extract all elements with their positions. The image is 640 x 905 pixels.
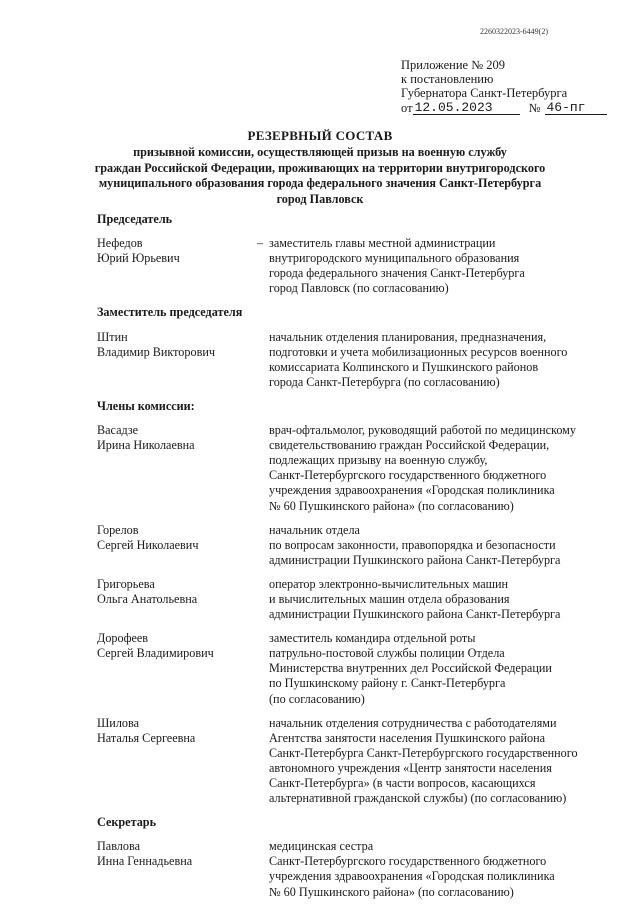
member-dash xyxy=(257,423,269,514)
member-role-line: учреждения здравоохранения «Городская поликлиника xyxy=(269,869,555,884)
section-header: Председатель xyxy=(97,212,173,226)
member-role-line: врач-офтальмолог, руководящий работой по медицинскому xyxy=(269,423,576,438)
member-row xyxy=(97,577,617,622)
member-name xyxy=(97,236,257,296)
member-role-line: медицинская сестра xyxy=(269,839,374,854)
member-role-line: оператор электронно-вычислительных машин xyxy=(269,576,509,591)
member-role-line: № 60 Пушкинского района» (по согласованию) xyxy=(269,498,514,513)
member-name-line: Сергей Владимирович xyxy=(97,646,214,661)
member-role-line: начальник отдела xyxy=(269,522,360,537)
member-row xyxy=(97,236,617,296)
date-prefix: от xyxy=(401,100,413,115)
section-members xyxy=(97,399,617,806)
member-role-line: заместитель главы местной администрации xyxy=(269,236,496,251)
member-role-line: внутригородского муниципального образования xyxy=(269,251,520,266)
member-dash xyxy=(257,577,269,622)
number-value: 46-пг xyxy=(545,102,607,115)
member-name-line: Дорофеев xyxy=(97,631,149,646)
member-name-line: Шилова xyxy=(97,715,139,730)
subtitle-line-4: город Павловск xyxy=(276,191,364,206)
subtitle-line-3: муниципального образования города федерального значения Санкт-Петербурга xyxy=(98,176,542,191)
member-role-line: патрульно-постовой службы полиции Отдела xyxy=(269,646,505,661)
member-dash xyxy=(257,839,269,899)
member-role-line: и вычислительных машин отдела образования xyxy=(269,591,510,606)
member-role xyxy=(269,839,609,899)
appendix-line-2: к постановлению xyxy=(401,72,494,87)
member-role xyxy=(269,330,609,390)
member-role-line: начальник отделения планирования, предназначения, xyxy=(269,329,547,344)
member-name xyxy=(97,577,257,622)
member-row xyxy=(97,523,617,568)
member-role-line: Санкт-Петербурга Санкт-Петербургского государственного xyxy=(269,745,578,760)
section-deputy xyxy=(97,305,617,389)
member-name xyxy=(97,631,257,706)
member-dash xyxy=(257,330,269,390)
member-role-line: № 60 Пушкинского района» (по согласованию) xyxy=(269,884,514,899)
page-title: РЕЗЕРВНЫЙ СОСТАВ xyxy=(247,128,393,143)
section-header: Секретарь xyxy=(97,815,157,830)
member-name-line: Васадзе xyxy=(97,423,139,438)
subtitle-line-1: призывной комиссии, осуществляющей призыв на военную службу xyxy=(133,145,507,159)
member-name-line: Ольга Анатольевна xyxy=(97,591,198,606)
appendix-line-3: Губернатора Санкт-Петербурга xyxy=(401,86,568,101)
member-dash xyxy=(257,523,269,568)
member-role xyxy=(269,577,609,622)
appendix-line-1: Приложение № 209 xyxy=(401,58,506,72)
member-role-line: комиссариата Колпинского и Пушкинского районов xyxy=(269,359,539,374)
member-role-line: учреждения здравоохранения «Городская поликлиника xyxy=(269,483,555,498)
member-role-line: автономного учреждения «Центр занятости населения xyxy=(269,760,552,775)
member-name xyxy=(97,330,257,390)
member-dash: – xyxy=(257,236,264,251)
date-value: 12.05.2023 xyxy=(413,102,520,115)
member-name xyxy=(97,423,257,514)
member-row xyxy=(97,716,617,807)
member-name xyxy=(97,523,257,568)
subtitle-line-2: граждан Российской Федерации, проживающих на территории внутригородского xyxy=(94,160,546,175)
member-name-line: Нефедов xyxy=(97,236,143,251)
member-name-line: Инна Геннадьевна xyxy=(97,854,193,869)
member-name-line: Григорьева xyxy=(97,576,155,591)
section-chair xyxy=(97,212,617,296)
member-role-line: администрации Пушкинского района Санкт-Петербурга xyxy=(269,552,561,567)
member-row xyxy=(97,423,617,514)
member-role-line: город Павловск (по согласованию) xyxy=(269,281,449,296)
member-role-line: подлежащих призыву на военную службу, xyxy=(269,453,488,468)
appendix-block xyxy=(401,58,607,115)
member-role xyxy=(269,523,609,568)
member-name-line: Юрий Юрьевич xyxy=(97,251,180,266)
member-name xyxy=(97,839,257,899)
commission-roster xyxy=(97,212,617,905)
member-role-line: (по согласованию) xyxy=(269,691,365,706)
member-row xyxy=(97,839,617,899)
member-role xyxy=(269,236,609,296)
title-block xyxy=(60,127,580,207)
member-role-line: Министерства внутренних дел Российской Федерации xyxy=(269,661,552,676)
member-name-line: Наталья Сергеевна xyxy=(97,730,196,745)
member-name-line: Ирина Николаевна xyxy=(97,438,195,453)
member-name xyxy=(97,716,257,807)
member-role-line: Санкт-Петербургского государственного бюджетного xyxy=(269,854,547,869)
member-name-line: Владимир Викторович xyxy=(97,344,215,359)
appendix-date-line xyxy=(401,101,607,115)
member-name-line: Штин xyxy=(97,329,128,344)
member-row xyxy=(97,330,617,390)
member-dash xyxy=(257,631,269,706)
member-role-line: подготовки и учета мобилизационных ресурсов военного xyxy=(269,344,568,359)
member-role-line: начальник отделения сотрудничества с работодателями xyxy=(269,715,557,730)
member-role-line: заместитель командира отдельной роты xyxy=(269,631,476,646)
member-role xyxy=(269,631,609,706)
member-role-line: Санкт-Петербурга» (в части вопросов, касающихся xyxy=(269,776,536,790)
member-role-line: города федерального значения Санкт-Петербурга xyxy=(269,266,525,281)
member-role-line: альтернативной гражданской службы) (по согласованию) xyxy=(269,791,567,806)
section-secretary xyxy=(97,815,617,899)
member-dash xyxy=(257,716,269,807)
member-role-line: по вопросам законности, правопорядка и безопасности xyxy=(269,537,556,552)
member-role-line: свидетельствованию граждан Российской Федерации, xyxy=(269,438,550,453)
member-name-line: Сергей Николаевич xyxy=(97,537,199,552)
member-role xyxy=(269,423,609,514)
member-role-line: по Пушкинскому району г. Санкт-Петербурга xyxy=(269,676,506,691)
section-header: Члены комиссии: xyxy=(97,398,195,413)
member-role-line: Агентства занятости населения Пушкинского района xyxy=(269,730,546,745)
document-number: 2260322023-6449(2) xyxy=(480,27,548,36)
member-row xyxy=(97,631,617,706)
member-name-line: Горелов xyxy=(97,522,139,537)
member-name-line: Павлова xyxy=(97,839,140,854)
number-label: № xyxy=(528,100,541,115)
member-role-line: администрации Пушкинского района Санкт-Петербурга xyxy=(269,607,561,622)
member-role-line: Санкт-Петербургского государственного бюджетного xyxy=(269,468,547,483)
member-role xyxy=(269,716,609,807)
section-header: Заместитель председателя xyxy=(97,305,243,320)
member-role-line: города Санкт-Петербурга (по согласованию) xyxy=(269,374,500,389)
